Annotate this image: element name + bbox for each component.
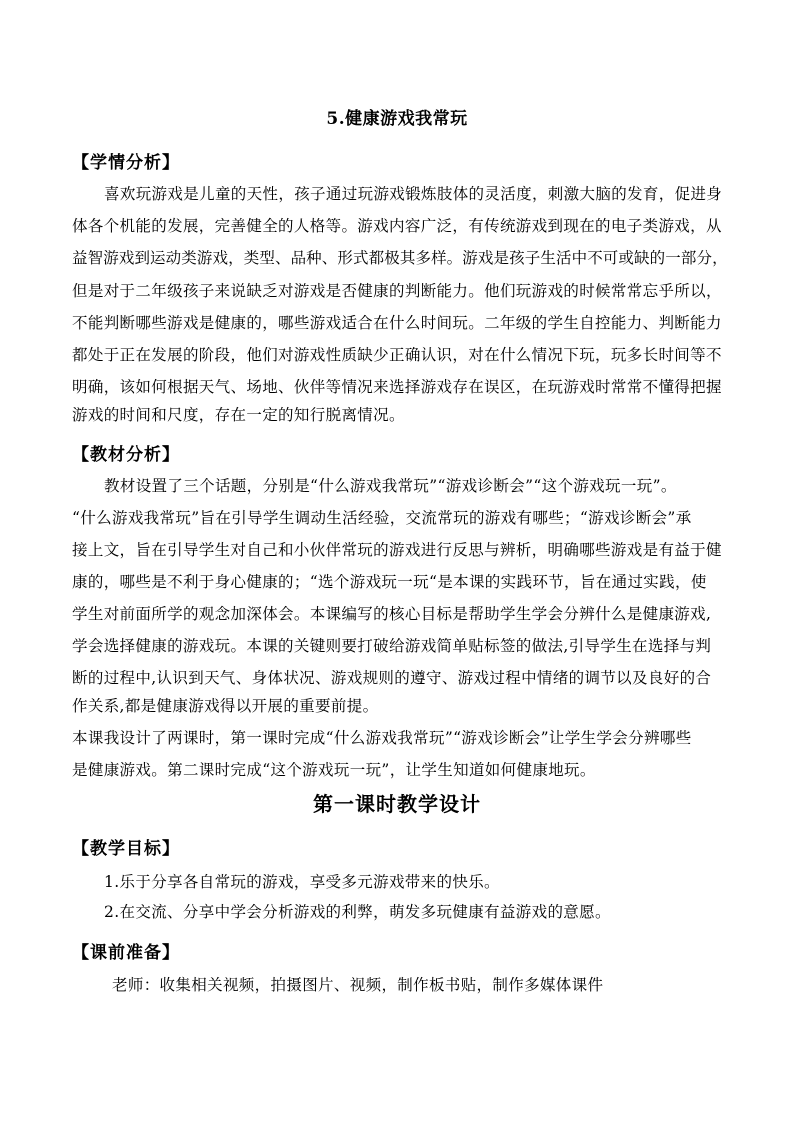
situation-heading: 【学情分析】: [72, 153, 180, 173]
material-line: 断的过程中,认识到天气、身体状况、游戏规则的遵守、游戏过程中情绪的调节以及良好的合: [72, 669, 712, 687]
situation-line: 体各个机能的发展，完善健全的人格等。游戏内容广泛，有传统游戏到现在的电子类游戏，从: [72, 217, 722, 235]
material-line: “什么游戏我常玩”旨在引导学生调动生活经验，交流常玩的游戏有哪些；“游戏诊断会”承: [72, 509, 692, 527]
situation-line: 但是对于二年级孩子来说缺乏对游戏是否健康的判断能力。他们玩游戏的时候常常忘乎所以，: [72, 282, 722, 300]
prep-line: 老师：收集相关视频，拍摄图片、视频，制作板书贴，制作多媒体课件: [112, 976, 604, 994]
document-title: 5.健康游戏我常玩: [326, 109, 468, 129]
situation-line: 喜欢玩游戏是儿童的天性，孩子通过玩游戏锻炼肢体的灵活度，刺激大脑的发育，促进身: [104, 185, 723, 203]
material-line: 教材设置了三个话题，分别是“什么游戏我常玩”“游戏诊断会”“这个游戏玩一玩”。: [104, 477, 677, 495]
material-line: 康的，哪些是不利于身心健康的；“选个游戏玩一玩“是本课的实践环节，旨在通过实践，使: [72, 573, 707, 591]
material-line: 学生对前面所学的观念加深体会。本课编写的核心目标是帮助学生学会分辨什么是健康游戏,: [72, 605, 712, 623]
material-heading: 【教材分析】: [72, 445, 180, 465]
situation-line: 明确，该如何根据天气、场地、伙伴等情况来选择游戏存在误区，在玩游戏时常常不懂得把握: [72, 378, 722, 396]
situation-line: 益智游戏到运动类游戏，类型、品种、形式都极其多样。游戏是孩子生活中不可或缺的一部分，: [72, 249, 728, 267]
goal-item: 2.在交流、分享中学会分析游戏的利弊，萌发多玩健康有益游戏的意愿。: [104, 903, 611, 921]
material-line: 本课我设计了两课时，第一课时完成“什么游戏我常玩”“游戏诊断会”让学生学会分辨哪些: [72, 729, 692, 747]
goals-heading: 【教学目标】: [72, 839, 180, 859]
situation-line: 都处于正在发展的阶段，他们对游戏性质缺少正确认识，对在什么情况下玩，玩多长时间等不: [72, 346, 722, 364]
material-line: 接上文，旨在引导学生对自己和小伙伴常玩的游戏进行反思与辨析，明确哪些游戏是有益于健: [72, 541, 722, 559]
material-line: 作关系,都是健康游戏得以开展的重要前提。: [72, 697, 379, 715]
material-line: 是健康游戏。第二课时完成“这个游戏玩一玩”，让学生知道如何健康地玩。: [72, 761, 596, 779]
prep-heading: 【课前准备】: [72, 943, 180, 963]
situation-line: 游戏的时间和尺度，存在一定的知行脱离情况。: [72, 406, 405, 424]
lesson1-title: 第一课时教学设计: [313, 792, 481, 816]
situation-line: 不能判断哪些游戏是健康的，哪些游戏适合在什么时间玩。二年级的学生自控能力、判断能力: [72, 314, 722, 332]
material-line: 学会选择健康的游戏玩。本课的关键则要打破给游戏简单贴标签的做法,引导学生在选择与判: [72, 637, 712, 655]
goal-item: 1.乐于分享各自常玩的游戏，享受多元游戏带来的快乐。: [104, 873, 500, 891]
